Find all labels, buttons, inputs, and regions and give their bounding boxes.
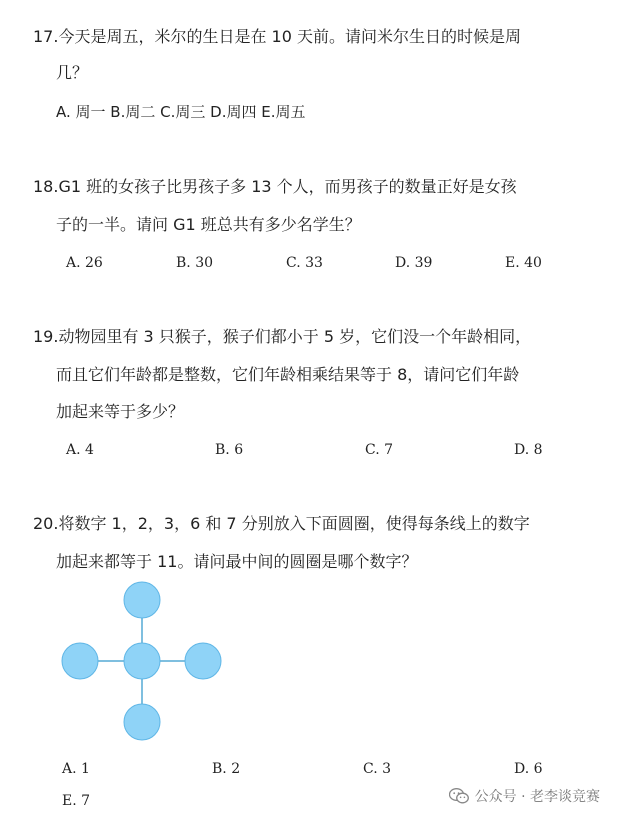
circle-bottom [124,704,160,740]
watermark [449,786,600,806]
q20-option-e: E. 7 [62,793,91,809]
circle-center [124,643,160,679]
q20-option-c: C. 3 [363,761,392,777]
q18-option-c: C. 33 [286,255,323,271]
q19-option-b: B. 6 [215,442,244,458]
q17-options: A. 周一 B.周二 C.周三 D.周四 E.周五 [56,103,306,121]
q19-text-line1: 19.动物园里有 3 只猴子，猴子们都小于 5 岁，它们没一个年龄相同， [33,327,532,346]
q18-option-e: E. 40 [505,255,542,271]
q19-option-c: C. 7 [365,442,394,458]
q18-text-line1: 18.G1 班的女孩子比男孩子多 13 个人，而男孩子的数量正好是女孩 [33,177,517,196]
watermark-text: 公众号 · 老李谈竞赛 [474,789,600,805]
q18-option-a: A. 26 [66,255,103,271]
circle-top [124,582,160,618]
q19-text-line3: 加起来等于多少？ [56,402,185,421]
q18-option-d: D. 39 [395,255,433,271]
q19-option-a: A. 4 [66,442,94,458]
wechat-icon [449,788,469,804]
q20-text-line1: 20.将数字 1，2，3，6 和 7 分别放入下面圆圈，使得每条线上的数字 [33,514,530,533]
circle-cross-diagram [55,578,235,748]
q17-text-line1: 17.今天是周五，米尔的生日是在 10 天前。请问米尔生日的时候是周 [33,27,521,46]
q19-text-line2: 而且它们年龄都是整数，它们年龄相乘结果等于 8，请问它们年龄 [56,365,520,384]
q17-text-line2: 几？ [56,63,89,82]
circle-right [185,643,221,679]
q19-option-d: D. 8 [514,442,543,458]
q20-option-a: A. 1 [62,761,90,777]
circle-left [62,643,98,679]
q20-text-line2: 加起来都等于 11。请问最中间的圆圈是哪个数字？ [56,552,418,571]
q20-option-d: D. 6 [514,761,543,777]
q18-text-line2: 子的一半。请问 G1 班总共有多少名学生？ [56,215,361,234]
q20-option-b: B. 2 [212,761,241,777]
q18-option-b: B. 30 [176,255,214,271]
